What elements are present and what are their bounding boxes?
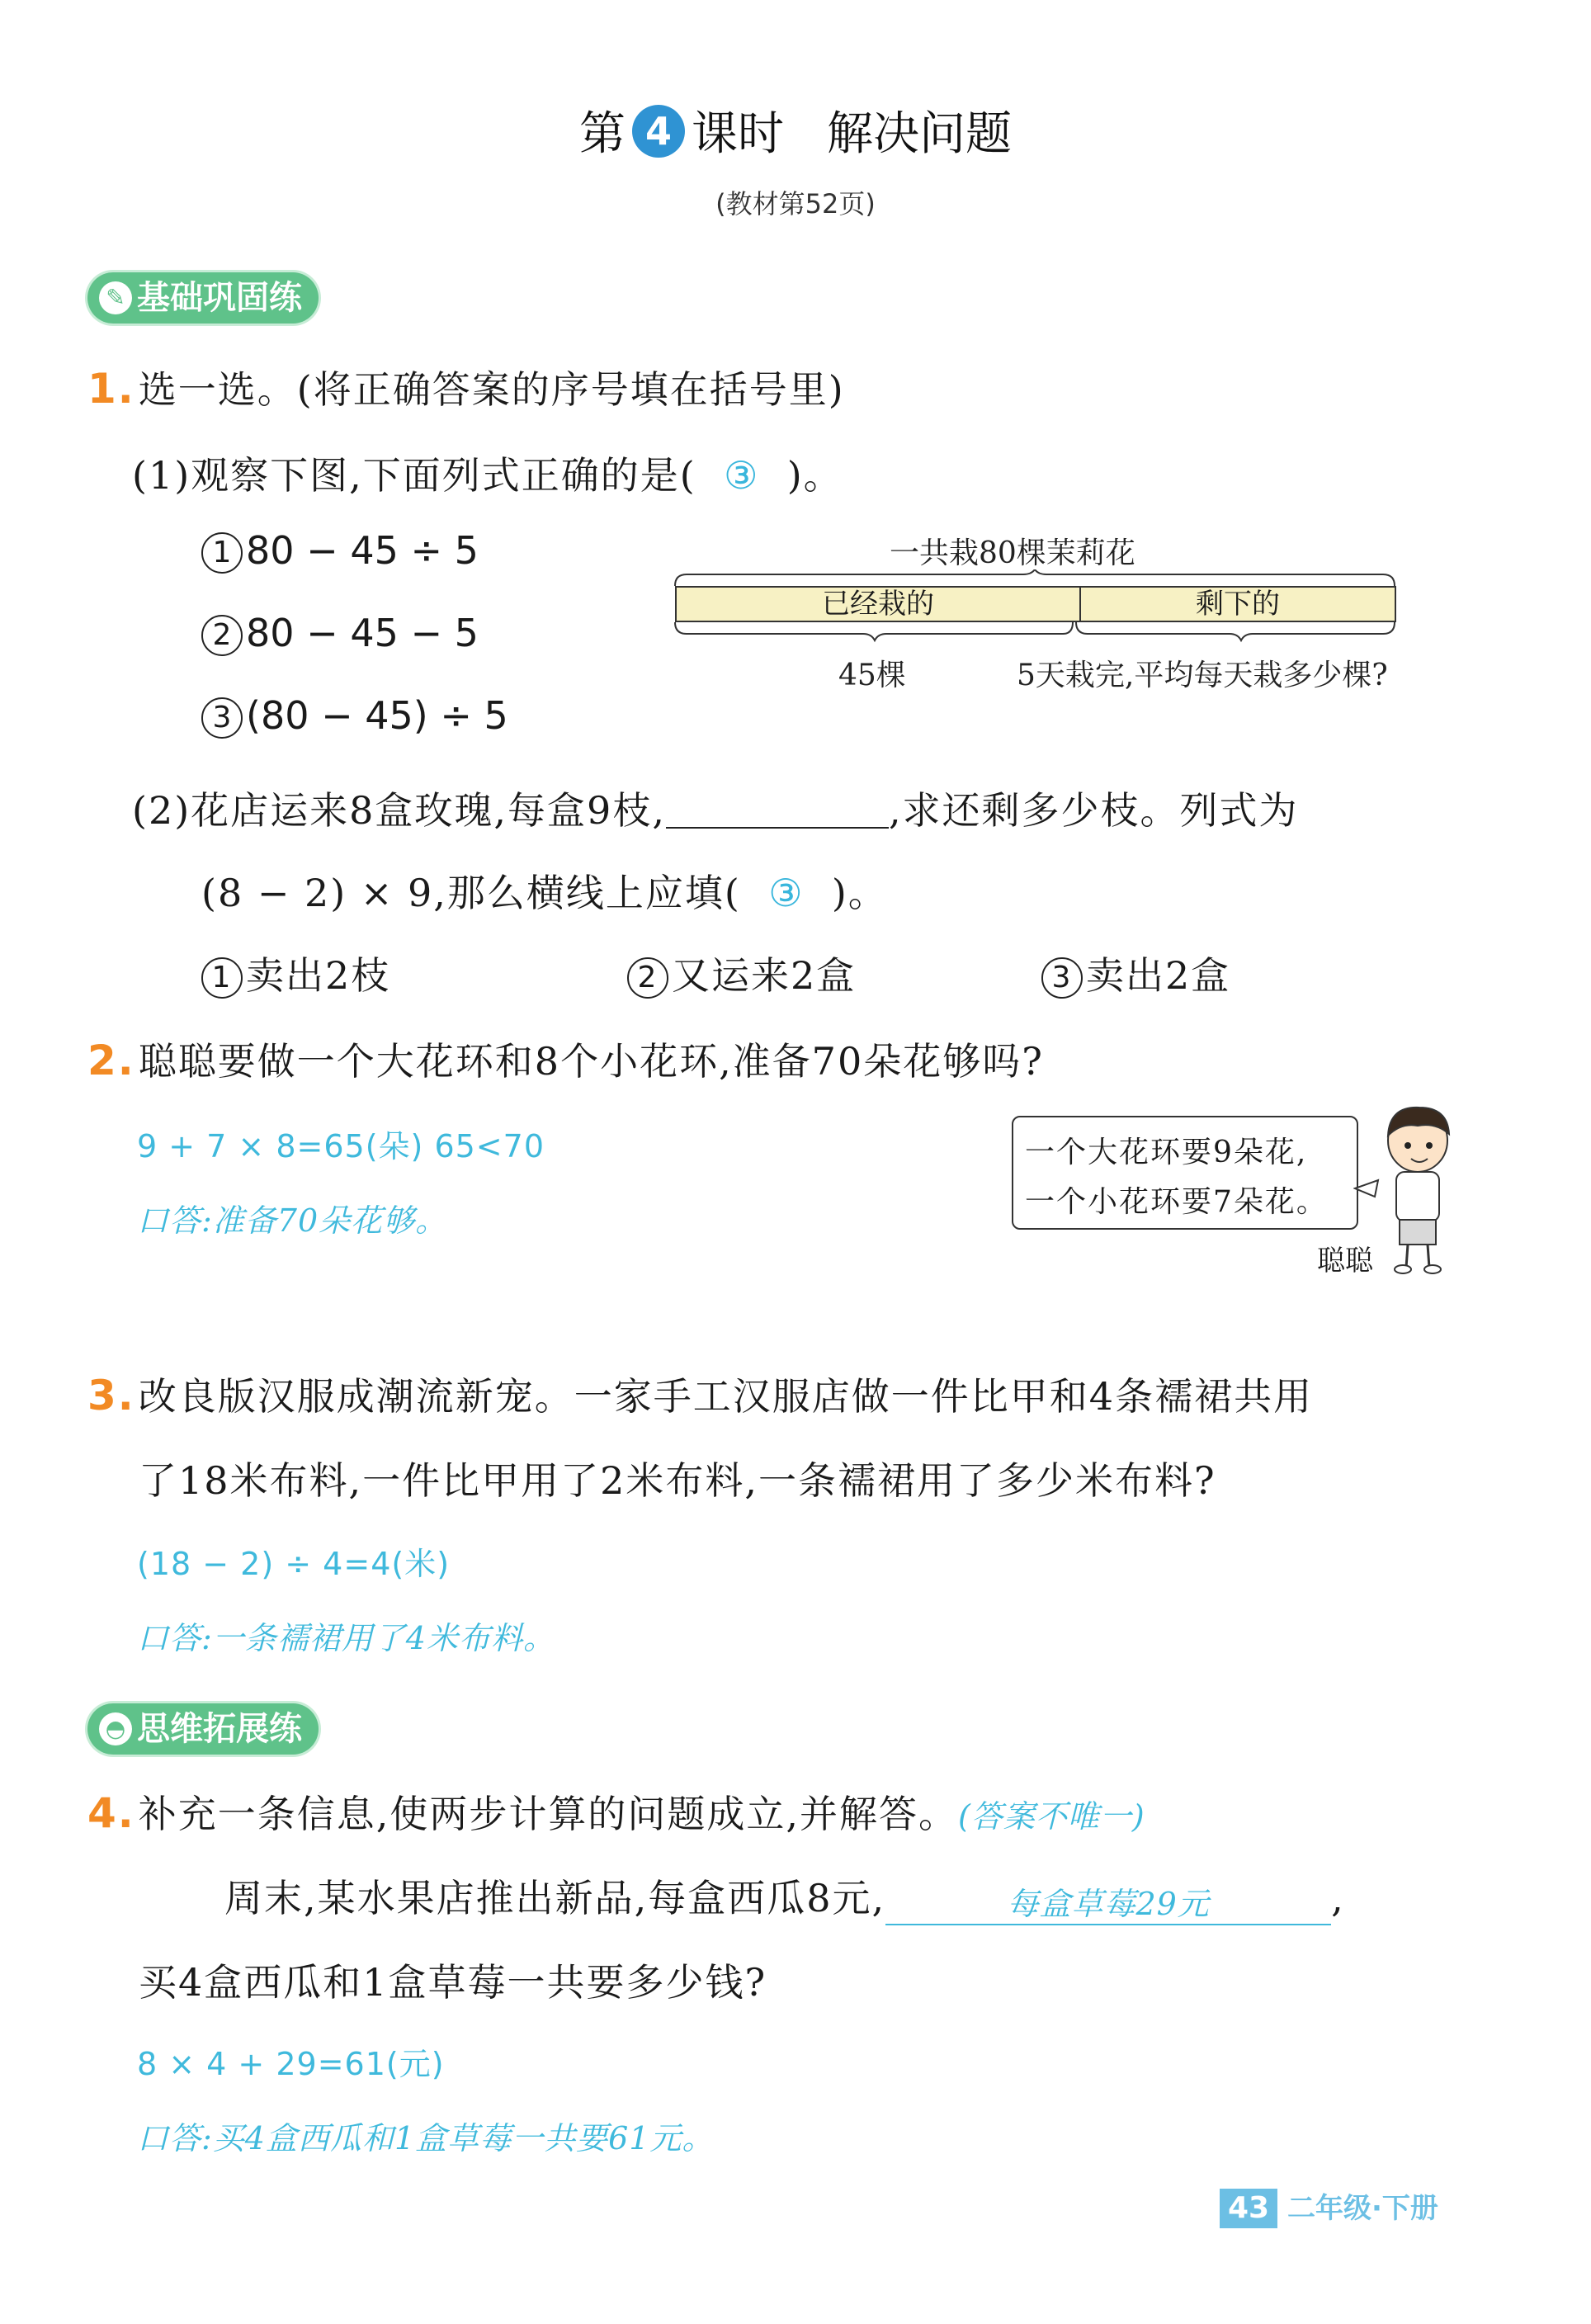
pencil-icon: ✎ <box>99 281 132 314</box>
section-badge-basic <box>87 272 319 324</box>
option-text: 又运来2盒 <box>672 953 857 998</box>
section-label: 思维拓展练 <box>137 1710 302 1748</box>
question-3-line1 <box>87 1367 1313 1421</box>
question-text: 改良版汉服成潮流新宠。一家手工汉服店做一件比甲和4条襦裙共用 <box>138 1374 1314 1419</box>
q1-option-3 <box>201 693 508 739</box>
remaining-segment: 剩下的 <box>1196 588 1280 621</box>
section-label: 基础巩固练 <box>137 279 302 317</box>
q1-p2-option-1 <box>201 946 390 1000</box>
question-4 <box>87 1784 1145 1839</box>
prompt-text-end: ,求还剩多少枝。列式为 <box>888 788 1299 833</box>
q1-part1-prompt <box>132 446 843 500</box>
lesson-number-badge: 4 <box>632 105 685 158</box>
question-number: 4. <box>87 1789 135 1837</box>
fill-blank-line <box>666 791 889 829</box>
page-title <box>0 97 1591 163</box>
q4-answer-calc: 8 × 4 + 29=61(元) <box>137 2046 445 2082</box>
option-mark: 1 <box>201 957 243 999</box>
option-text: 80 − 45 − 5 <box>246 611 479 655</box>
option-mark: 3 <box>1041 957 1083 999</box>
question-text: 选一选。(将正确答案的序号填在括号里) <box>138 367 845 412</box>
character-name: 聪聪 <box>1317 1245 1373 1278</box>
planted-segment: 已经栽的 <box>677 588 1081 621</box>
grad-cap-icon: ◓ <box>99 1712 132 1745</box>
prompt-text: (8 − 2) × 9,那么横线上应填( <box>201 871 741 915</box>
bubble-line: 一个小花环要7朵花。 <box>1025 1185 1328 1219</box>
q1-option-2 <box>201 611 479 656</box>
title-prefix: 第 <box>579 107 626 161</box>
grade-label: 二年级·下册 <box>1287 2192 1438 2225</box>
option-text: (80 − 45) ÷ 5 <box>246 693 508 738</box>
section-badge-extend <box>87 1703 319 1755</box>
prompt-text: 周末,某水果店推出新品,每盒西瓜8元, <box>224 1876 886 1920</box>
q3-answer-text: 口答:一条襦裙用了4米布料。 <box>137 1620 555 1656</box>
title-topic: 解决问题 <box>827 107 1012 161</box>
textbook-page-ref: (教材第52页) <box>715 188 876 220</box>
option-mark: 3 <box>201 697 243 739</box>
option-text: 卖出2盒 <box>1086 953 1231 998</box>
option-text: 卖出2枝 <box>246 953 391 998</box>
title-lesson: 课时 <box>692 107 784 161</box>
diagram-bar <box>675 586 1396 622</box>
q1-p2-option-2 <box>627 946 856 1000</box>
prompt-text-end: , <box>1331 1876 1345 1920</box>
question-number: 3. <box>87 1372 135 1419</box>
prompt-text-end: )。 <box>831 871 888 915</box>
question-2 <box>87 1032 1044 1086</box>
q4-answer-text: 口答:买4盒西瓜和1盒草莓一共要61元。 <box>137 2120 715 2156</box>
question-1 <box>87 360 845 414</box>
prompt-text: (2)花店运来8盒玫瑰,每盒9枝, <box>132 788 666 833</box>
q1-option-1 <box>201 528 479 574</box>
fill-in-answer: 每盒草莓29元 <box>885 1878 1331 1925</box>
answer-fill: ③ <box>768 871 805 915</box>
question-number: 2. <box>87 1037 135 1084</box>
q4-line1 <box>224 1868 1345 1925</box>
page-number: 43 <box>1220 2189 1277 2228</box>
q1-part2-line2 <box>201 863 888 918</box>
q3-answer-calc: (18 − 2) ÷ 4=4(米) <box>137 1546 451 1582</box>
question-number: 1. <box>87 365 135 413</box>
option-mark: 1 <box>201 532 243 574</box>
question-text: 聪聪要做一个大花环和8个小花环,准备70朵花够吗? <box>138 1039 1044 1084</box>
q2-answer-text: 口答:准备70朵花够。 <box>137 1202 448 1239</box>
prompt-text: (1)观察下图,下面列式正确的是( <box>132 453 696 498</box>
question-text: 补充一条信息,使两步计算的问题成立,并解答。 <box>138 1792 959 1836</box>
q4-line2: 买4盒西瓜和1盒草莓一共要多少钱? <box>139 1960 767 2005</box>
diagram-remaining-question: 5天栽完,平均每天栽多少棵? <box>1017 659 1388 692</box>
q2-answer-calc: 9 + 7 × 8=65(朵) 65<70 <box>137 1128 545 1164</box>
option-text: 80 − 45 ÷ 5 <box>246 528 479 573</box>
answer-fill: ③ <box>724 453 760 498</box>
speech-bubble <box>1012 1116 1358 1230</box>
option-mark: 2 <box>201 615 243 656</box>
q1-p2-option-3 <box>1041 946 1230 1000</box>
prompt-text-end: )。 <box>786 453 843 498</box>
bubble-line: 一个大花环要9朵花, <box>1025 1136 1308 1169</box>
answer-note: (答案不唯一) <box>958 1798 1145 1835</box>
question-3-line2: 了18米布料,一件比甲用了2米布料,一条襦裙用了多少米布料? <box>139 1458 1216 1503</box>
option-mark: 2 <box>627 957 668 999</box>
diagram-total-label: 一共栽80棵茉莉花 <box>890 536 1135 570</box>
q1-part2-line1 <box>132 781 1299 835</box>
diagram-planted-value: 45棵 <box>838 659 906 692</box>
